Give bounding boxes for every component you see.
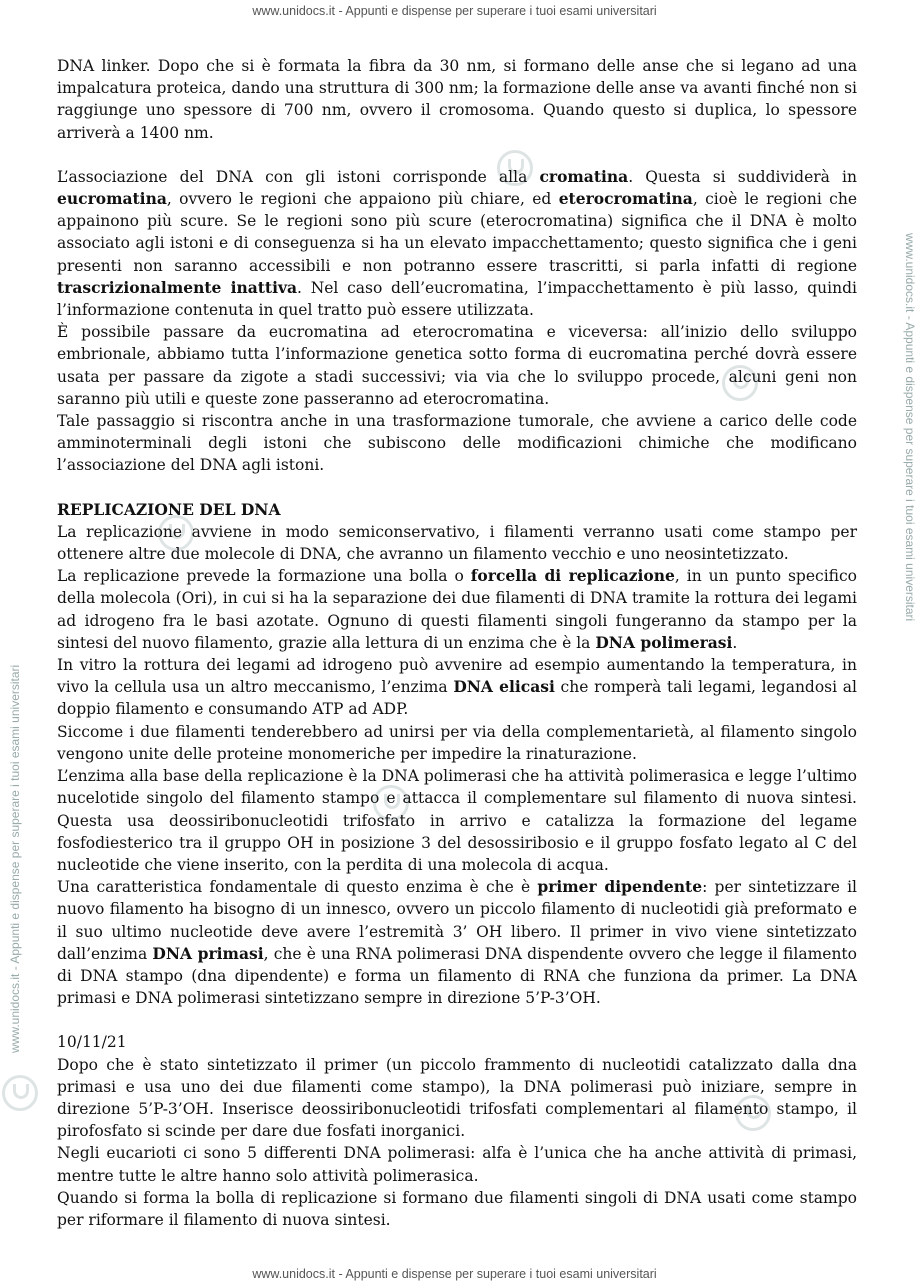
header-watermark: www.unidocs.it - Appunti e dispense per superare i tuoi esami universitari bbox=[252, 4, 657, 18]
paragraph: La replicazione avviene in modo semiconservativo, i filamenti verranno usati come stampo per ottenere altre due molecole di DNA, che avranno un filamento vecchio e uno neosintetizzato. bbox=[57, 522, 857, 564]
paragraph: Dopo che è stato sintetizzato il primer (un piccolo frammento di nucleotidi catalizzato dalla dna primasi e usa uno dei due filamenti come stampo), la DNA polimerasi può iniziare, sempre in direzione 5’P-3’OH. Inserisce deossiribonucleotidi trifosfati complementari al filamento stampo, il pirofosfato si scinde per dare due fosfati inorganici. bbox=[57, 1055, 857, 1141]
right-side-watermark: www.unidocs.it - Appunti e dispense per superare i tuoi esami universitari bbox=[903, 233, 917, 622]
paragraph: In vitro la rottura dei legami ad idrogeno può avvenire ad esempio aumentando la temperatura, in vivo la cellula usa un altro meccanismo, l’enzima DNA elicasi che romperà tali legami, legandosi al doppio filamento e consumando ATP ad ADP. bbox=[57, 656, 857, 719]
watermark-logo-icon bbox=[2, 1075, 38, 1111]
footer-watermark: www.unidocs.it - Appunti e dispense per superare i tuoi esami universitari bbox=[252, 1267, 657, 1281]
paragraph: Siccome i due filamenti tenderebbero ad unirsi per via della complementarietà, al filamento singolo vengono unite delle proteine monomeriche per impedire la rinaturazione. bbox=[57, 722, 857, 763]
paragraph: DNA linker. Dopo che si è formata la fibra da 30 nm, si formano delle anse che si legano ad una impalcatura proteica, dando una struttura di 300 nm; la formazione delle anse va avanti finché non si raggiunge uno spessore di 700 nm, ovvero il cromosoma. Quando questo si duplica, lo spessore arriverà a 1400 nm. bbox=[57, 57, 857, 142]
paragraph: L’associazione del DNA con gli istoni corrisponde alla cromatina. Questa si suddividerà in eucromatina, ovvero le regioni che appaiono più chiare, ed eterocromatina, cioè le regioni che appainono più scure. Se le regioni sono più scure (eterocromatina) significa che il DNA è molto associato agli istoni e di conseguenza si ha un elevato impacchettamento; questo significa che i geni presenti non saranno accessibili e non potranno essere trascritti, si parla infatti di regione trascrizionalmente inattiva. Nel caso dell’eucromatina, l’impacchettamento è più lasso, quindi l’informazione contenuta in quel tratto può essere utilizzata. bbox=[57, 166, 857, 320]
document-body bbox=[57, 55, 857, 1231]
paragraph: Negli eucarioti ci sono 5 differenti DNA polimerasi: alfa è l’unica che ha anche attività di primasi, mentre tutte le altre hanno solo attività polimerasica. bbox=[57, 1144, 857, 1185]
lecture-date: 10/11/21 bbox=[57, 1033, 127, 1052]
paragraph: Tale passaggio si riscontra anche in una trasformazione tumorale, che avviene a carico delle code amminoterminali degli istoni che subiscono delle modificazioni chimiche che modificano l’associazione del DNA agli istoni. bbox=[57, 412, 857, 475]
section-heading: REPLICAZIONE DEL DNA bbox=[57, 499, 281, 519]
paragraph: La replicazione prevede la formazione una bolla o forcella di replicazione, in un punto specifico della molecola (Ori), in cui si ha la separazione dei due filamenti di DNA tramite la rottura dei legami ad idrogeno fra le basi azotate. Ognuno di questi filamenti singoli fungeranno da stampo per la sintesi del nuovo filamento, grazie alla lettura di un enzima che è la DNA polimerasi. bbox=[57, 566, 858, 652]
paragraph: Una caratteristica fondamentale di questo enzima è che è primer dipendente: per sintetizzare il nuovo filamento ha bisogno di un innesco, ovvero un piccolo filamento di nucleotidi già preformato e il suo ultimo nucleotide deve avere l’estremità 3’ OH libero. Il primer in vivo viene sintetizzato dall’enzima DNA primasi, che è una RNA polimerasi DNA dispendente ovvero che legge il filamento di DNA stampo (dna dipendente) e forma un filamento di RNA che funziona da primer. La DNA primasi e DNA polimerasi sintetizzano sempre in direzione 5’P-3’OH. bbox=[57, 877, 858, 1008]
paragraph: È possibile passare da eucromatina ad eterocromatina e viceversa: all’inizio dello sviluppo embrionale, abbiamo tutta l’informazione genetica sotto forma di eucromatina perché dovrà essere usata per passare da zigote a stadi successivi; via via che lo sviluppo procede, alcuni geni non saranno più utili e queste zone passeranno ad eterocromatina. bbox=[57, 323, 857, 408]
paragraph: L’enzima alla base della replicazione è la DNA polimerasi che ha attività polimerasica e legge l’ultimo nucelotide singolo del filamento stampo e attacca il complementare sul filamento di nuova sintesi. Questa usa deossiribonucleotidi trifosfato in arrivo e catalizza la formazione del legame fosfodiesterico tra il gruppo OH in posizione 3 del desossiribosio e il gruppo fosfato legato al C del nucleotide che viene inserito, con la perdita di una molecola di acqua. bbox=[57, 767, 857, 874]
left-side-watermark: www.unidocs.it - Appunti e dispense per superare i tuoi esami universitari bbox=[8, 664, 22, 1053]
paragraph: Quando si forma la bolla di replicazione si formano due filamenti singoli di DNA usati come stampo per riformare il filamento di nuova sintesi. bbox=[57, 1188, 857, 1229]
